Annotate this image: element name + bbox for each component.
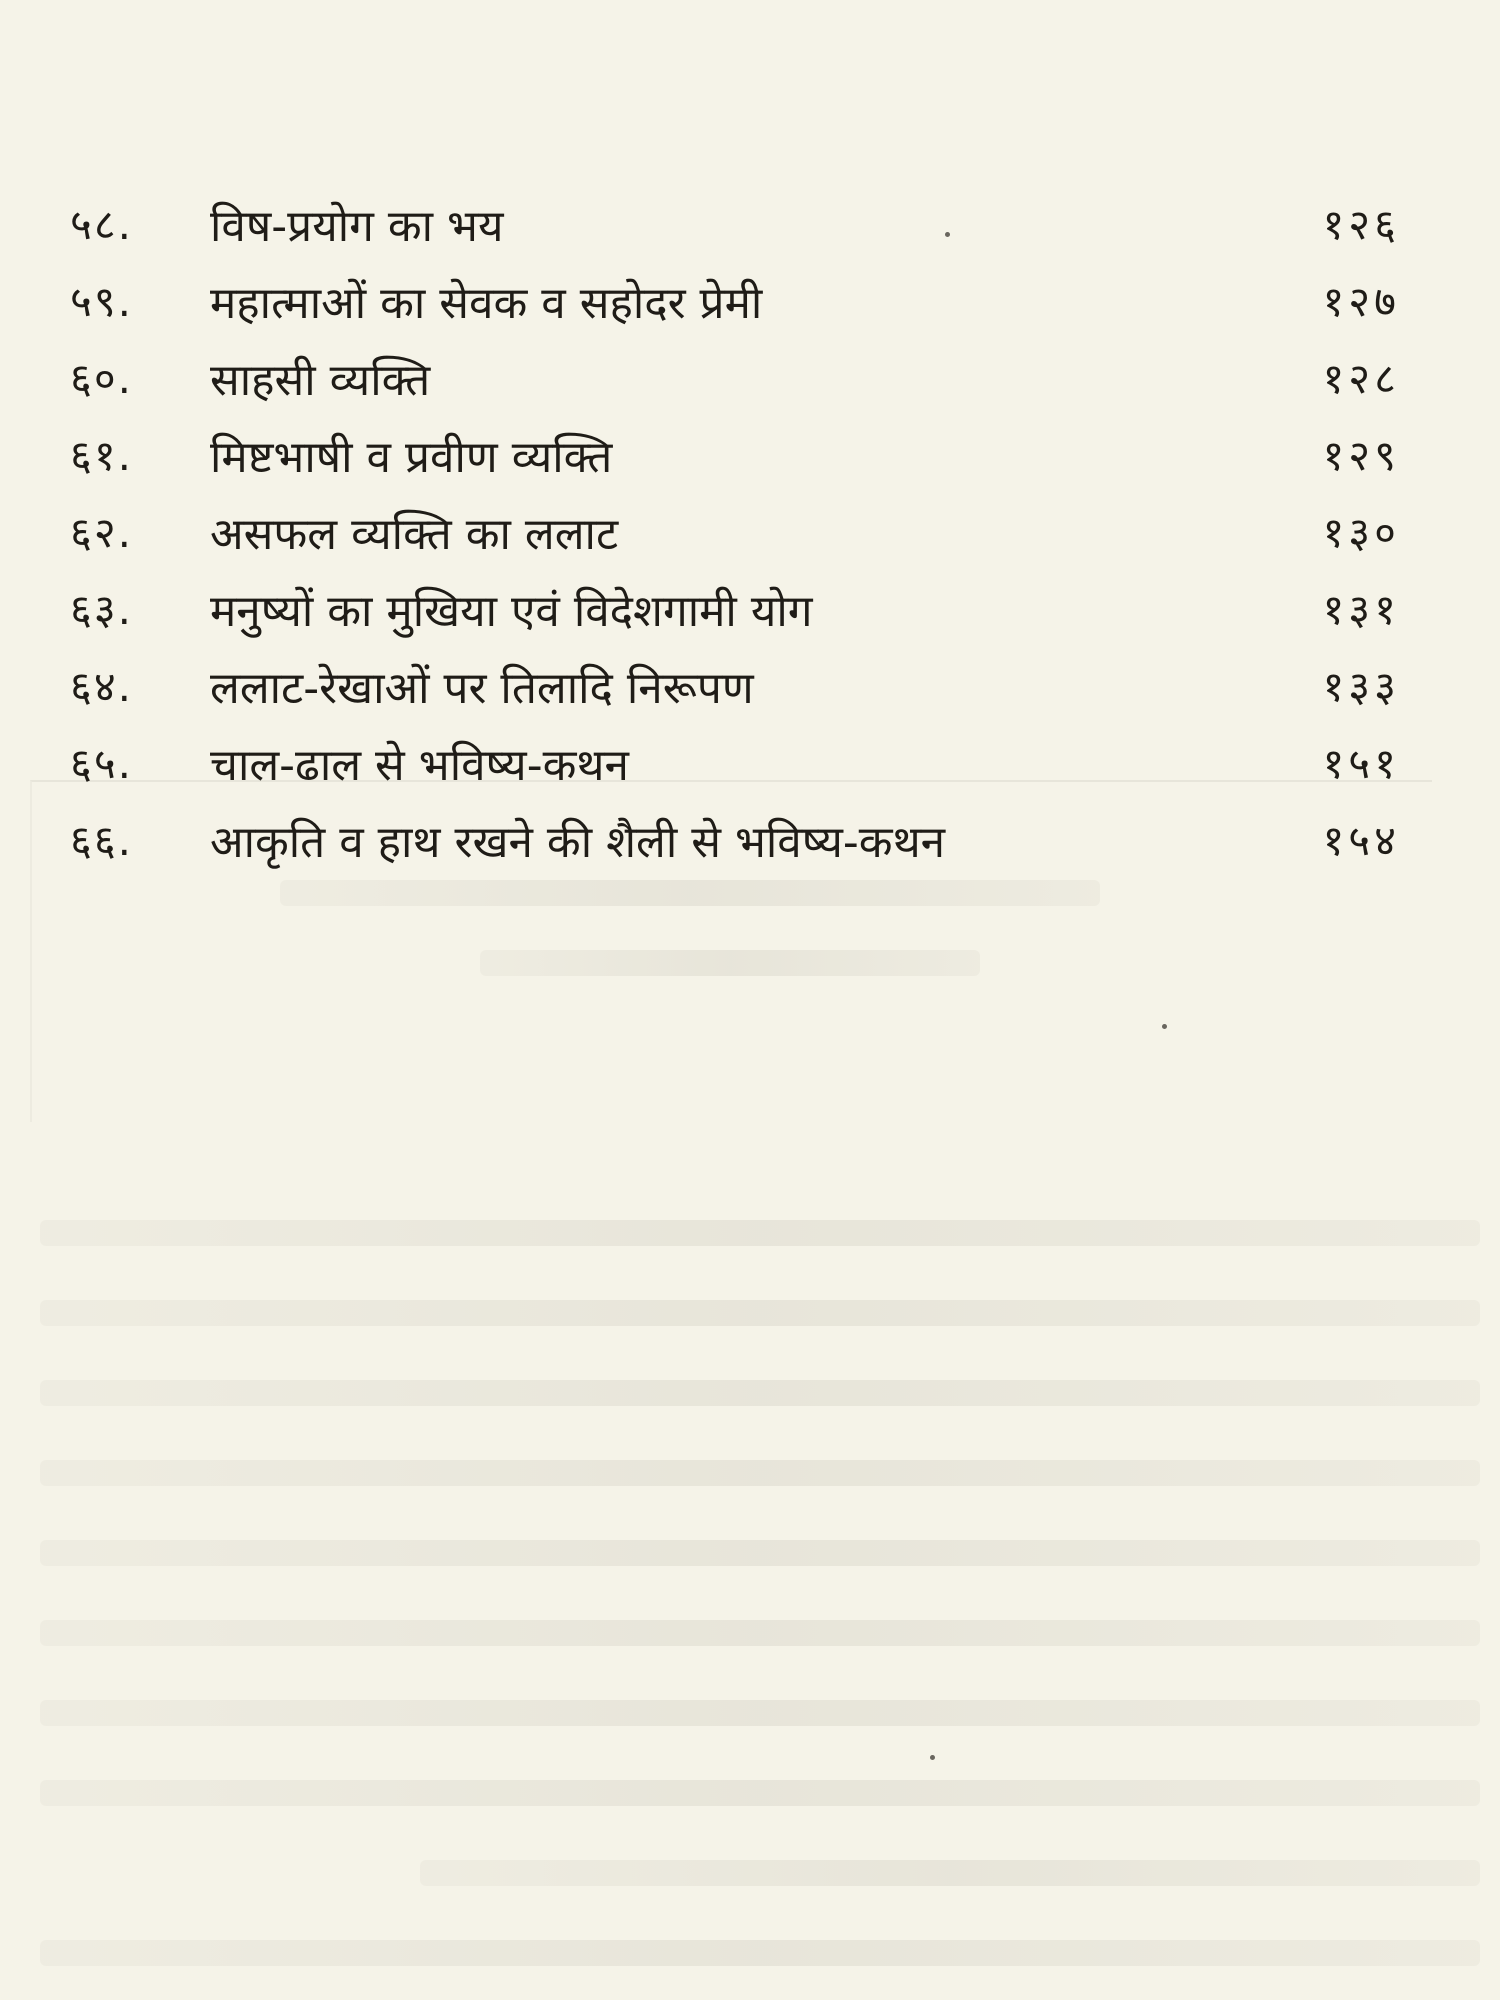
bleed-through-line (40, 1540, 1480, 1566)
bleed-through-line (40, 1780, 1480, 1806)
chapter-number: ६६. (70, 816, 134, 865)
chapter-number: ५९. (70, 277, 134, 326)
chapter-number: ५८. (70, 200, 134, 249)
bleed-through-line (40, 1220, 1480, 1246)
chapter-title: ललाट-रेखाओं पर तिलादि निरूपण (210, 662, 754, 714)
chapter-title: असफल व्यक्ति का ललाट (210, 508, 619, 560)
ink-speck (1162, 1024, 1167, 1029)
chapter-title: मिष्टभाषी व प्रवीण व्यक्ति (210, 431, 613, 483)
toc-row[interactable] (70, 262, 1430, 339)
chapter-number: ६४. (70, 662, 134, 711)
toc-row[interactable] (70, 647, 1430, 724)
chapter-number: ६३. (70, 585, 134, 634)
bleed-through-line (420, 1860, 1480, 1886)
toc-row[interactable] (70, 570, 1430, 647)
toc-row[interactable] (70, 493, 1430, 570)
page-number: १३३ (1322, 662, 1400, 711)
toc-row[interactable] (70, 339, 1430, 416)
bleed-through-line (40, 1300, 1480, 1326)
chapter-number: ६५. (70, 739, 134, 788)
chapter-number: ६१. (70, 431, 134, 480)
page-number: १५१ (1322, 739, 1400, 788)
chapter-title: मनुष्यों का मुखिया एवं विदेशगामी योग (210, 585, 813, 637)
bleed-through-line (480, 950, 980, 976)
page-number: १२८ (1322, 354, 1400, 403)
chapter-title: साहसी व्यक्ति (210, 354, 431, 406)
chapter-title: आकृति व हाथ रखने की शैली से भविष्य-कथन (210, 816, 946, 868)
toc-row[interactable] (70, 724, 1430, 801)
ink-speck (930, 1755, 935, 1760)
bleed-through-line (40, 1380, 1480, 1406)
chapter-title: विष-प्रयोग का भय (210, 200, 504, 252)
chapter-number: ६०. (70, 354, 134, 403)
bleed-through-line (40, 1620, 1480, 1646)
page-number: १३१ (1322, 585, 1400, 634)
toc-row[interactable] (70, 185, 1430, 262)
chapter-title: महात्माओं का सेवक व सहोदर प्रेमी (210, 277, 763, 329)
page-number: १३० (1322, 508, 1400, 557)
bleed-through-line (40, 1460, 1480, 1486)
table-of-contents (70, 185, 1430, 878)
bleed-through-line (40, 1700, 1480, 1726)
page-number: १२६ (1322, 200, 1400, 249)
toc-row[interactable] (70, 416, 1430, 493)
bleed-through-line (40, 1940, 1480, 1966)
toc-row[interactable] (70, 801, 1430, 878)
chapter-number: ६२. (70, 508, 134, 557)
bleed-through-line (280, 880, 1100, 906)
chapter-title: चाल-ढाल से भविष्य-कथन (210, 739, 629, 791)
page-number: १२७ (1322, 277, 1400, 326)
page-number: १५४ (1322, 816, 1400, 865)
page-number: १२९ (1322, 431, 1400, 480)
